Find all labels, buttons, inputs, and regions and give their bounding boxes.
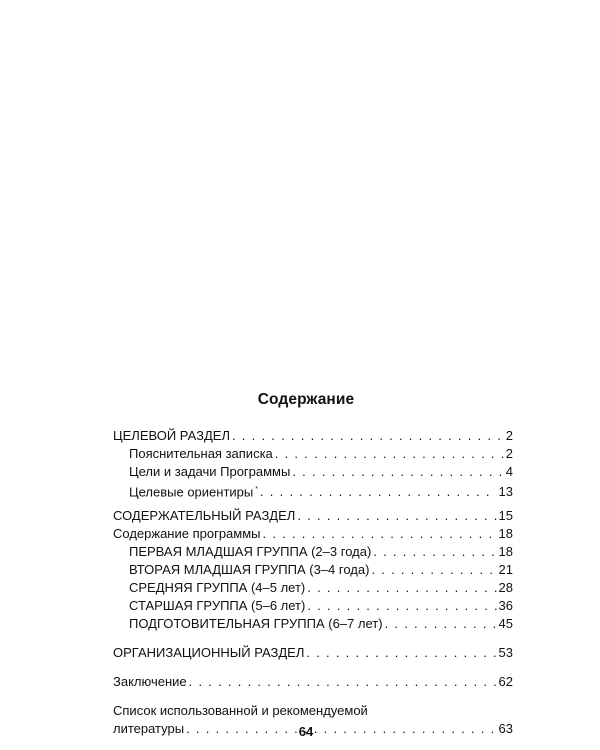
toc-leader-dots xyxy=(307,579,496,597)
toc-entry-page: 13 xyxy=(498,484,513,500)
toc-leader-dots xyxy=(306,644,496,662)
toc-entry-page: 4 xyxy=(505,464,513,479)
toc-leader-dots xyxy=(189,673,497,691)
toc-leader-dots xyxy=(373,543,496,561)
toc-entry-page: 36 xyxy=(498,598,513,613)
toc-entry-label: Целевые ориентиры * xyxy=(129,484,258,500)
toc-entry-page: 18 xyxy=(498,526,513,541)
toc-entry-label: Цели и задачи Программы xyxy=(129,464,291,479)
toc-leader-dots xyxy=(307,597,496,615)
toc-entry-page: 63 xyxy=(498,721,513,736)
toc-leader-dots xyxy=(232,427,504,445)
toc-entry-page: 21 xyxy=(498,562,513,577)
toc-entry-content-section xyxy=(113,507,513,525)
toc-entry-label: СРЕДНЯЯ ГРУППА (4–5 лет) xyxy=(129,580,306,595)
footnote-mark: * xyxy=(255,486,258,493)
toc-entry-group-4 xyxy=(113,597,513,615)
toc-entry-bibliography-line-1 xyxy=(113,702,513,720)
toc-entry-targets xyxy=(113,481,513,499)
toc-entry-organizational-section xyxy=(113,644,513,662)
toc-entry-program-content xyxy=(113,525,513,543)
toc-entry-page: 2 xyxy=(505,428,513,443)
toc-entry-label: Список использованной и рекомендуемой xyxy=(113,703,368,718)
toc-entry-conclusion xyxy=(113,673,513,691)
toc-leader-dots xyxy=(385,615,497,633)
toc-entry-label: ОРГАНИЗАЦИОННЫЙ РАЗДЕЛ xyxy=(113,645,305,660)
toc-entry-page: 53 xyxy=(498,645,513,660)
page-title: Содержание xyxy=(257,391,355,408)
toc-entry-group-2 xyxy=(113,561,513,579)
toc-entry-label: ПОДГОТОВИТЕЛЬНАЯ ГРУППА (6–7 лет) xyxy=(129,616,383,631)
toc-entry-page: 28 xyxy=(498,580,513,595)
toc-entry-label: литературы xyxy=(113,721,185,736)
toc-entry-label: Заключение xyxy=(113,674,187,689)
toc-entry-page: 62 xyxy=(498,674,513,689)
toc-entry-label: СТАРШАЯ ГРУППА (5–6 лет) xyxy=(129,598,306,613)
toc-leader-dots xyxy=(263,525,497,543)
toc-entry-target-section xyxy=(113,427,513,445)
toc-entry-label: Пояснительная записка xyxy=(129,446,273,461)
toc-entry-page: 18 xyxy=(498,544,513,559)
toc-entry-label: ПЕРВАЯ МЛАДШАЯ ГРУППА (2–3 года) xyxy=(129,544,372,559)
toc-leader-dots xyxy=(371,561,496,579)
toc-entry-group-3 xyxy=(113,579,513,597)
toc-leader-dots xyxy=(260,483,497,501)
page-number: 64 xyxy=(298,724,314,739)
toc-leader-dots xyxy=(292,463,503,481)
toc-entry-page: 15 xyxy=(498,508,513,523)
toc-entry-group-5 xyxy=(113,615,513,633)
toc-entry-label: ЦЕЛЕВОЙ РАЗДЕЛ xyxy=(113,428,230,443)
toc-entry-page: 2 xyxy=(505,446,513,461)
toc-entry-label: СОДЕРЖАТЕЛЬНЫЙ РАЗДЕЛ xyxy=(113,508,296,523)
table-of-contents xyxy=(113,427,513,738)
toc-entry-page: 45 xyxy=(498,616,513,631)
toc-entry-group-1 xyxy=(113,543,513,561)
toc-entry-goals xyxy=(113,463,513,481)
toc-leader-dots xyxy=(297,507,496,525)
toc-entry-explanatory-note xyxy=(113,445,513,463)
toc-entry-label: Содержание программы xyxy=(113,526,261,541)
toc-entry-label: ВТОРАЯ МЛАДШАЯ ГРУППА (3–4 года) xyxy=(129,562,370,577)
toc-leader-dots xyxy=(275,445,504,463)
